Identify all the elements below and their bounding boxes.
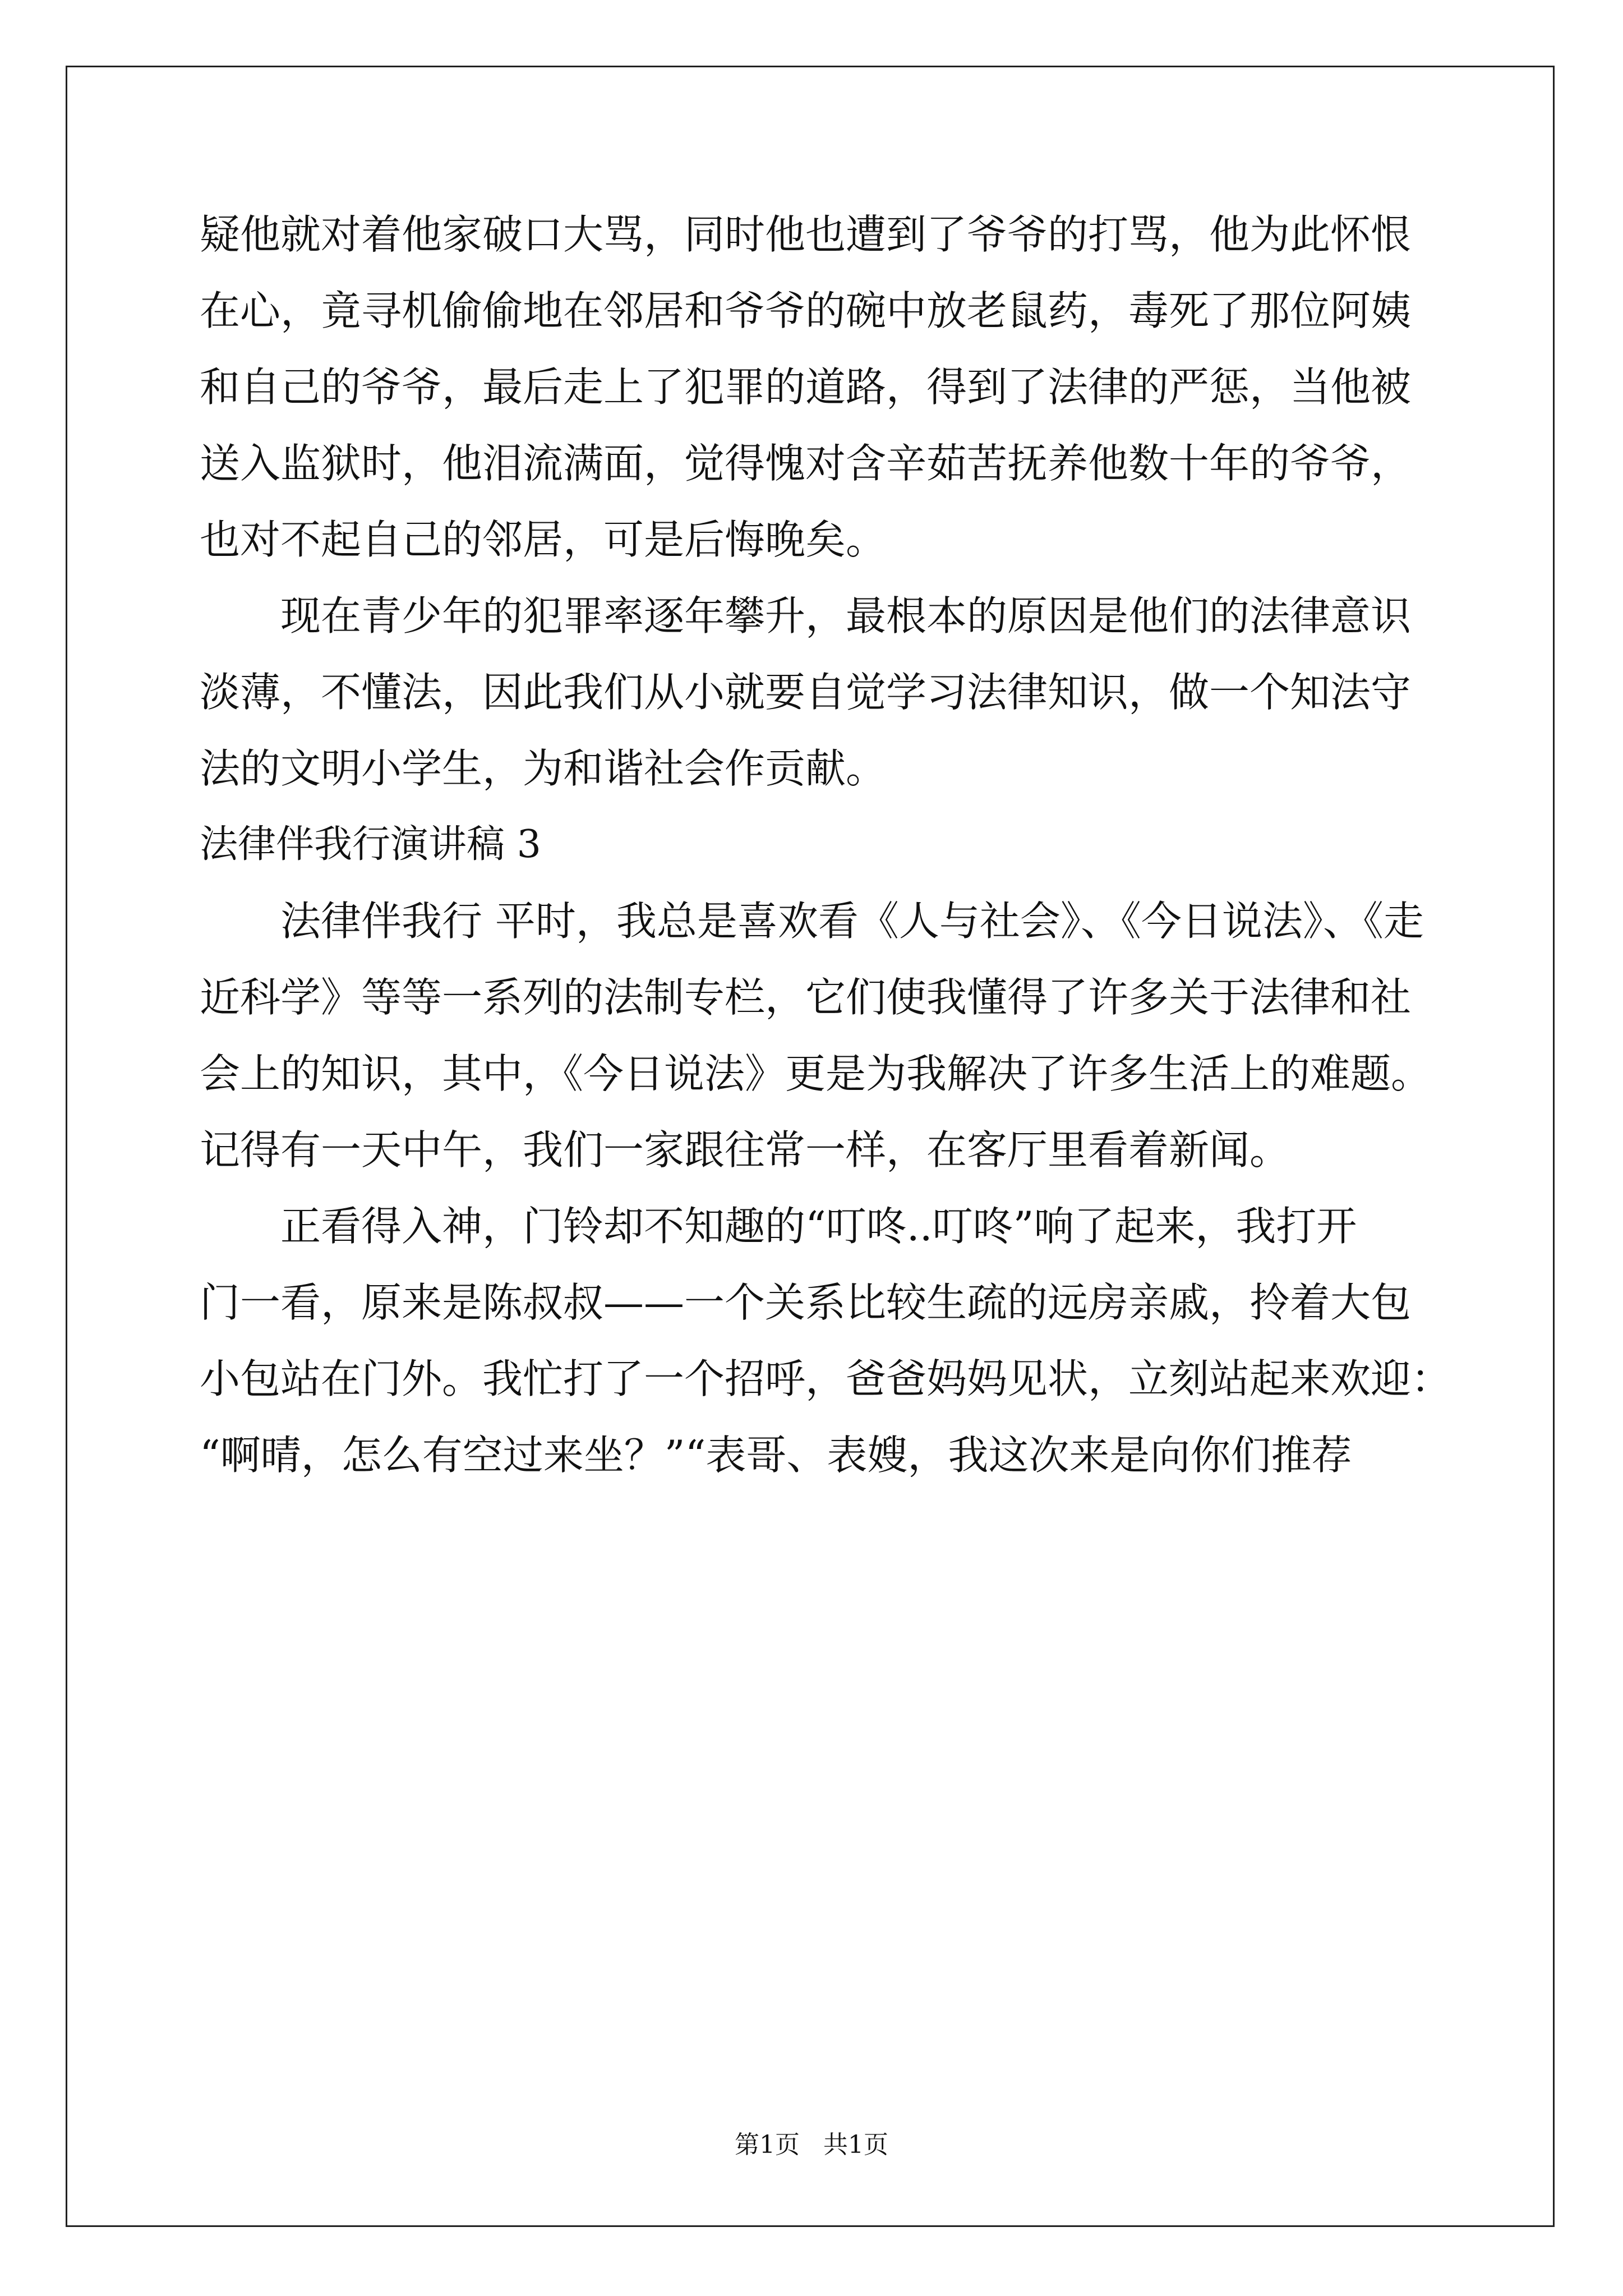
paragraph-first-line: 法律伴我行 平时，我总是喜欢看《人与社会》、《今日说法》、《走 [280, 898, 1424, 945]
text-line: “啊晴，怎么有空过来坐？”“表哥、表嫂，我这次来是向你们推荐 [200, 1432, 1352, 1479]
text-line: 法的文明小学生，为和谐社会作贡献。 [200, 745, 887, 792]
section-heading: 法律伴我行演讲稿 3 [200, 822, 541, 867]
text-line: 疑他就对着他家破口大骂，同时他也遭到了爷爷的打骂，他为此怀恨 [200, 211, 1412, 258]
text-line: 和自己的爷爷，最后走上了犯罪的道路，得到了法律的严惩，当他被 [200, 364, 1412, 411]
paragraph-first-line: 现在青少年的犯罪率逐年攀升，最根本的原因是他们的法律意识 [280, 592, 1412, 639]
text-line: 在心，竟寻机偷偷地在邻居和爷爷的碗中放老鼠药，毒死了那位阿姨 [200, 287, 1412, 334]
text-line: 记得有一天中午，我们一家跟往常一样，在客厅里看着新闻。 [200, 1126, 1290, 1174]
text-line: 门一看，原来是陈叔叔——一个关系比较生疏的远房亲戚，拎着大包 [200, 1279, 1412, 1326]
page-footer: 第1页 共1页 [735, 2131, 888, 2159]
text-line: 送入监狱时，他泪流满面，觉得愧对含辛茹苦抚养他数十年的爷爷， [200, 440, 1412, 487]
text-line: 近科学》等等一系列的法制专栏，它们使我懂得了许多关于法律和社 [200, 974, 1412, 1021]
text-line: 小包站在门外。我忙打了一个招呼，爸爸妈妈见状，立刻站起来欢迎： [200, 1355, 1452, 1402]
text-line: 会上的知识，其中，《今日说法》更是为我解决了许多生活上的难题。 [200, 1050, 1432, 1097]
text-line: 淡薄，不懂法，因此我们从小就要自觉学习法律知识，做一个知法守 [200, 669, 1412, 716]
text-line: 也对不起自己的邻居，可是后悔晚矣。 [200, 516, 887, 563]
paragraph-first-line: 正看得入神，门铃却不知趣的“叮咚..叮咚”响了起来，我打开 [280, 1203, 1357, 1250]
